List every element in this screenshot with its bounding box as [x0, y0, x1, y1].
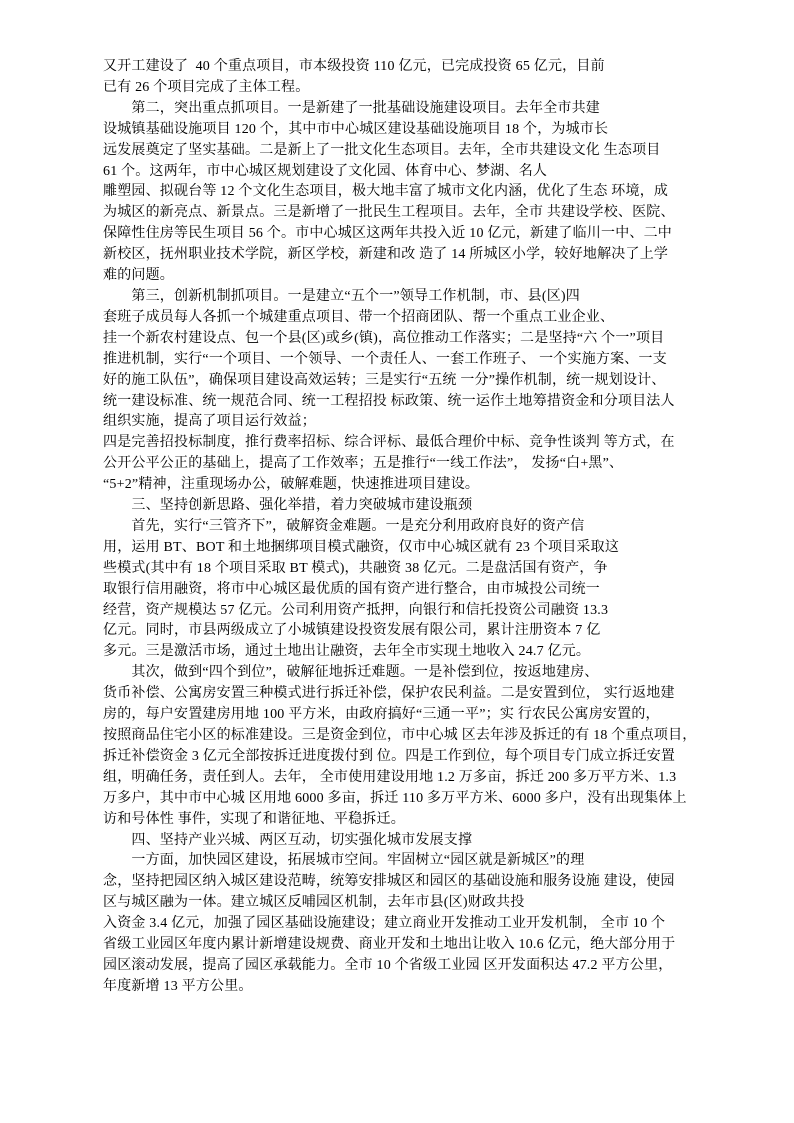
text-line: 挂一个新农村建设点、包一个县(区)或乡(镇)，高位推动工作落实；二是坚持“六 个一”项目 [103, 330, 665, 346]
text-line: 一方面，加快园区建设，拓展城市空间。牢固树立“园区就是新城区”的理 [103, 853, 585, 869]
text-line: 推进机制，实行“一个项目、一个领导、一个责任人、一套工作班子、 一个实施方案、一支 [103, 351, 667, 367]
text-line: 难的问题。 [103, 268, 174, 284]
text-line: 雕塑园、拟砚台等 12 个文化生态项目，极大地丰富了城市文化内涵，优化了生态 环境，成 [103, 184, 669, 200]
text-line: 多元。三是激活市场，通过土地出让融资，去年全市实现土地收入 24.7 亿元。 [103, 644, 591, 660]
text-line: 亿元。同时，市县两级成立了小城镇建设投资发展有限公司，累计注册资本 7 亿 [103, 623, 601, 639]
text-line: 第二，突出重点抓项目。一是新建了一批基础设施建设项目。去年全市共建 [103, 100, 600, 116]
text-line: 新校区，抚州职业技术学院，新区学校，新建和改 造了 14 所城区小学，较好地解决了上学 [103, 247, 669, 263]
text-line: 取银行信用融资，将市中心城区最优质的国有资产进行整合，由市城投公司统一 [103, 581, 600, 597]
text-line: “5+2”精神，注重现场办公，破解难题，快速推进项目建设。 [103, 477, 480, 493]
text-line: 园区滚动发展，提高了园区承载能力。全市 10 个省级工业园 区开发面积达 47.2 平方公里， [103, 957, 673, 973]
text-line: 其次，做到“四个到位”，破解征地拆迁难题。一是补偿到位，按返地建房、 [103, 665, 599, 681]
text-line: 用，运用 BT、BOT 和土地捆绑项目模式融资，仅市中心城区就有 23 个项目采取这 [103, 539, 620, 555]
text-line: 组，明确任务，责任到人。去年， 全市使用建设用地 1.2 万多亩，拆迁 200 多万平方米、1.3 [103, 769, 677, 785]
text-line: 为城区的新亮点、新景点。三是新增了一批民生工程项目。去年，全市 共建设学校、医院、 [103, 205, 675, 221]
text-line: 省级工业园区年度内累计新增建设规费、商业开发和土地出让收入 10.6 亿元，绝大部分用于 [103, 937, 676, 953]
text-line: 拆迁补偿资金 3 亿元全部按拆迁进度拨付到 位。四是工作到位，每个项目专门成立拆迁安置 [103, 748, 676, 764]
document-body [103, 57, 711, 998]
text-line: 统一建设标准、统一规范合同、统一工程招投 标政策、统一运作土地筹措资金和分项目法人 [103, 393, 675, 409]
text-line: 又开工建设了 40 个重点项目，市本级投资 110 亿元，已完成投资 65 亿元，目前 [103, 59, 605, 74]
text-line: 远发展奠定了坚实基础。二是新上了一批文化生态项目。去年，全市共建设文化 生态项目 [103, 142, 661, 158]
text-line: 区与城区融为一体。建立城区反哺园区机制，去年市县(区)财政共投 [103, 895, 525, 911]
text-line: 保障性住房等民生项目 56 个。市中心城区这两年共投入近 10 亿元，新建了临川一中、二中 [103, 226, 672, 242]
text-line: 好的施工队伍”，确保项目建设高效运转；三是实行“五统 一分”操作机制，统一规划设计、 [103, 372, 666, 388]
text-line: 首先，实行“三管齐下”，破解资金难题。一是充分利用政府良好的资产信 [103, 518, 585, 534]
text-line: 万多户，其中市中心城 区用地 6000 多亩，拆迁 110 多万平方米、6000 多户，没有出现集体上 [103, 790, 687, 806]
text-line: 公开公平公正的基础上，提高了工作效率；五是推行“一线工作法”， 发扬“白+黑”、 [103, 456, 624, 472]
text-line: 四是完善招投标制度，推行费率招标、综合评标、最低合理价中标、竞争性谈判 等方式，在 [103, 435, 675, 451]
text-line: 按照商品住宅小区的标准建设。三是资金到位，市中心城 区去年涉及拆迁的有 18 个重点项目， [103, 728, 697, 743]
text-line: 设城镇基础设施项目 120 个，其中市中心城区建设基础设施项目 18 个，为城市长 [103, 121, 609, 137]
text-line: 第三，创新机制抓项目。一是建立“五个一”领导工作机制，市、县(区)四 [103, 288, 580, 304]
text-line: 房的，每户安置建房用地 100 平方米，由政府搞好“三通一平”；实 行农民公寓房安置的， [103, 707, 660, 723]
text-line: 四、坚持产业兴城、两区互动，切实强化城市发展支撑 [103, 832, 473, 848]
text-line: 些模式(其中有 18 个项目采取 BT 模式)，共融资 38 亿元。二是盘活国有资产，争 [103, 560, 608, 576]
text-line: 已有 26 个项目完成了主体工程。 [103, 79, 310, 95]
text-line: 访和号体性 事件，实现了和谐征地、平稳拆迁。 [103, 811, 405, 827]
text-line: 年度新增 13 平方公里。 [103, 978, 253, 994]
text-line: 念，坚持把园区纳入城区建设范畴，统筹安排城区和园区的基础设施和服务设施 建设，使园 [103, 874, 675, 890]
text-line: 货币补偿、公寓房安置三种模式进行拆迁补偿，保护农民利益。二是安置到位， 实行返地建 [103, 686, 675, 702]
text-line: 经营，资产规模达 57 亿元。公司利用资产抵押，向银行和信托投资公司融资 13.3 [103, 602, 609, 618]
text-line: 组织实施，提高了项目运行效益； [103, 414, 316, 430]
text-line: 61 个。这两年，市中心城区规划建设了文化园、体育中心、梦湖、名人 [103, 163, 548, 179]
text-line: 入资金 3.4 亿元，加强了园区基础设施建设；建立商业开发推动工业开发机制， 全市 10 个 [103, 916, 666, 932]
text-line: 三、坚持创新思路、强化举措，着力突破城市建设瓶颈 [103, 498, 473, 514]
text-line: 套班子成员每人各抓一个城建重点项目、带一个招商团队、帮一个重点工业企业、 [103, 309, 615, 325]
